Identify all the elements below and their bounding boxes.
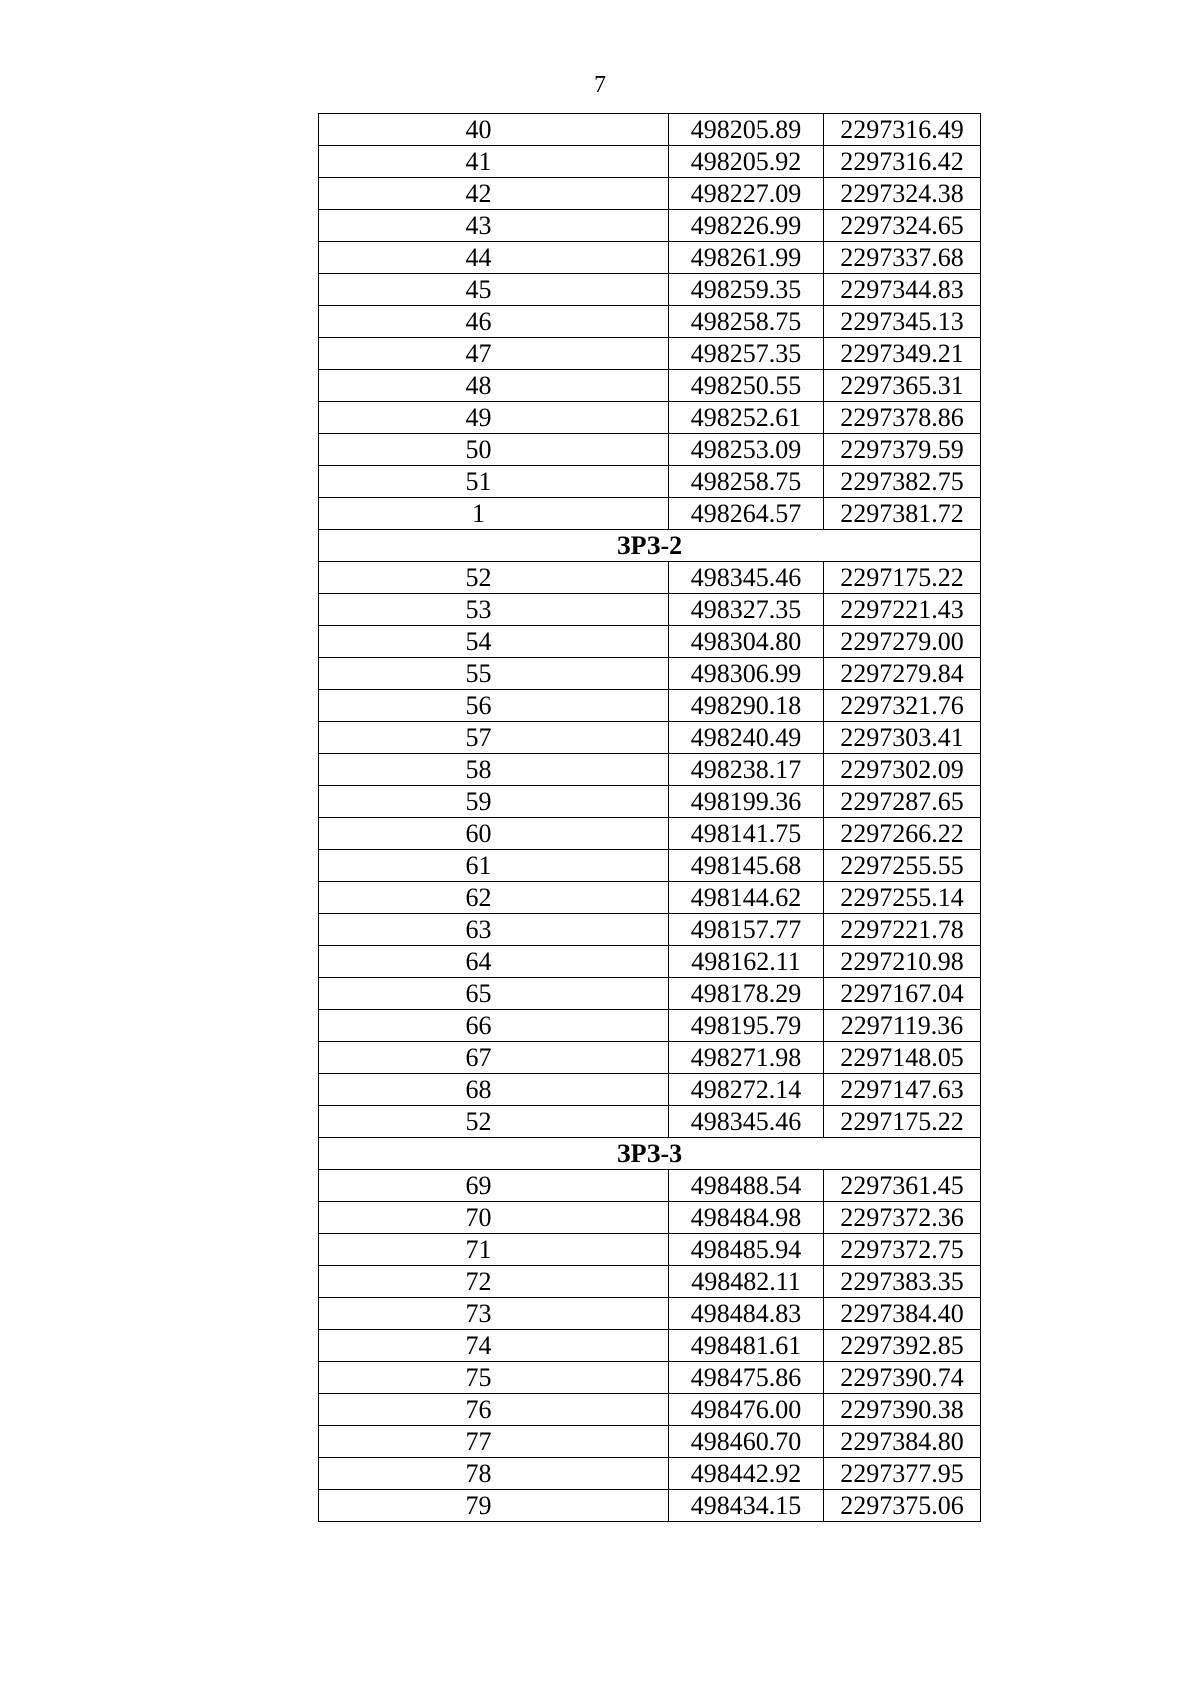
x-coordinate-cell: 498488.54 — [669, 1170, 824, 1202]
table-row — [319, 978, 981, 1010]
table-row — [319, 882, 981, 914]
x-coordinate-cell: 498271.98 — [669, 1042, 824, 1074]
table-row — [319, 1266, 981, 1298]
y-coordinate-cell: 2297377.95 — [824, 1458, 981, 1490]
table-row — [319, 562, 981, 594]
y-coordinate-cell: 2297383.35 — [824, 1266, 981, 1298]
page-number: 7 — [594, 72, 606, 98]
x-coordinate-cell: 498199.36 — [669, 786, 824, 818]
table-row — [319, 370, 981, 402]
table-row — [319, 210, 981, 242]
point-number-cell: 44 — [319, 242, 669, 274]
y-coordinate-cell: 2297119.36 — [824, 1010, 981, 1042]
x-coordinate-cell: 498476.00 — [669, 1394, 824, 1426]
x-coordinate-cell: 498484.83 — [669, 1298, 824, 1330]
point-number-cell: 41 — [319, 146, 669, 178]
y-coordinate-cell: 2297324.65 — [824, 210, 981, 242]
point-number-cell: 54 — [319, 626, 669, 658]
y-coordinate-cell: 2297390.74 — [824, 1362, 981, 1394]
point-number-cell: 53 — [319, 594, 669, 626]
y-coordinate-cell: 2297303.41 — [824, 722, 981, 754]
table-row — [319, 722, 981, 754]
y-coordinate-cell: 2297384.40 — [824, 1298, 981, 1330]
y-coordinate-cell: 2297266.22 — [824, 818, 981, 850]
table-row — [319, 1202, 981, 1234]
y-coordinate-cell: 2297344.83 — [824, 274, 981, 306]
x-coordinate-cell: 498157.77 — [669, 914, 824, 946]
point-number-cell: 60 — [319, 818, 669, 850]
table-row — [319, 850, 981, 882]
point-number-cell: 66 — [319, 1010, 669, 1042]
coordinates-table — [318, 113, 981, 1522]
y-coordinate-cell: 2297255.14 — [824, 882, 981, 914]
point-number-cell: 74 — [319, 1330, 669, 1362]
y-coordinate-cell: 2297279.00 — [824, 626, 981, 658]
y-coordinate-cell: 2297167.04 — [824, 978, 981, 1010]
table-row — [319, 754, 981, 786]
point-number-cell: 69 — [319, 1170, 669, 1202]
point-number-cell: 67 — [319, 1042, 669, 1074]
x-coordinate-cell: 498481.61 — [669, 1330, 824, 1362]
x-coordinate-cell: 498345.46 — [669, 562, 824, 594]
table-row — [319, 1170, 981, 1202]
point-number-cell: 63 — [319, 914, 669, 946]
point-number-cell: 55 — [319, 658, 669, 690]
y-coordinate-cell: 2297337.68 — [824, 242, 981, 274]
table-row — [319, 1362, 981, 1394]
table-row — [319, 146, 981, 178]
y-coordinate-cell: 2297287.65 — [824, 786, 981, 818]
section-label: ЗРЗ-2 — [319, 530, 981, 562]
point-number-cell: 76 — [319, 1394, 669, 1426]
y-coordinate-cell: 2297210.98 — [824, 946, 981, 978]
x-coordinate-cell: 498306.99 — [669, 658, 824, 690]
x-coordinate-cell: 498257.35 — [669, 338, 824, 370]
x-coordinate-cell: 498259.35 — [669, 274, 824, 306]
point-number-cell: 57 — [319, 722, 669, 754]
y-coordinate-cell: 2297175.22 — [824, 1106, 981, 1138]
point-number-cell: 47 — [319, 338, 669, 370]
x-coordinate-cell: 498252.61 — [669, 402, 824, 434]
point-number-cell: 52 — [319, 562, 669, 594]
table-row — [319, 690, 981, 722]
table-row — [319, 626, 981, 658]
table-row — [319, 1394, 981, 1426]
y-coordinate-cell: 2297375.06 — [824, 1490, 981, 1522]
y-coordinate-cell: 2297392.85 — [824, 1330, 981, 1362]
point-number-cell: 1 — [319, 498, 669, 530]
section-header-row — [319, 1138, 981, 1170]
y-coordinate-cell: 2297147.63 — [824, 1074, 981, 1106]
x-coordinate-cell: 498484.98 — [669, 1202, 824, 1234]
y-coordinate-cell: 2297175.22 — [824, 562, 981, 594]
section-header-row — [319, 530, 981, 562]
y-coordinate-cell: 2297324.38 — [824, 178, 981, 210]
x-coordinate-cell: 498434.15 — [669, 1490, 824, 1522]
x-coordinate-cell: 498205.89 — [669, 114, 824, 146]
table-row — [319, 1042, 981, 1074]
x-coordinate-cell: 498290.18 — [669, 690, 824, 722]
y-coordinate-cell: 2297384.80 — [824, 1426, 981, 1458]
table-row — [319, 1106, 981, 1138]
y-coordinate-cell: 2297148.05 — [824, 1042, 981, 1074]
section-label: ЗРЗ-3 — [319, 1138, 981, 1170]
point-number-cell: 68 — [319, 1074, 669, 1106]
x-coordinate-cell: 498304.80 — [669, 626, 824, 658]
y-coordinate-cell: 2297279.84 — [824, 658, 981, 690]
x-coordinate-cell: 498178.29 — [669, 978, 824, 1010]
x-coordinate-cell: 498162.11 — [669, 946, 824, 978]
x-coordinate-cell: 498482.11 — [669, 1266, 824, 1298]
x-coordinate-cell: 498141.75 — [669, 818, 824, 850]
table-row — [319, 338, 981, 370]
x-coordinate-cell: 498258.75 — [669, 306, 824, 338]
y-coordinate-cell: 2297321.76 — [824, 690, 981, 722]
point-number-cell: 58 — [319, 754, 669, 786]
table-row — [319, 786, 981, 818]
y-coordinate-cell: 2297379.59 — [824, 434, 981, 466]
table-row — [319, 1330, 981, 1362]
table-row — [319, 498, 981, 530]
y-coordinate-cell: 2297365.31 — [824, 370, 981, 402]
y-coordinate-cell: 2297221.78 — [824, 914, 981, 946]
point-number-cell: 65 — [319, 978, 669, 1010]
point-number-cell: 56 — [319, 690, 669, 722]
table-row — [319, 114, 981, 146]
point-number-cell: 43 — [319, 210, 669, 242]
y-coordinate-cell: 2297378.86 — [824, 402, 981, 434]
x-coordinate-cell: 498144.62 — [669, 882, 824, 914]
point-number-cell: 72 — [319, 1266, 669, 1298]
y-coordinate-cell: 2297349.21 — [824, 338, 981, 370]
table-row — [319, 1234, 981, 1266]
table-row — [319, 1074, 981, 1106]
table-row — [319, 914, 981, 946]
table-row — [319, 818, 981, 850]
point-number-cell: 71 — [319, 1234, 669, 1266]
point-number-cell: 49 — [319, 402, 669, 434]
table-row — [319, 434, 981, 466]
table-row — [319, 402, 981, 434]
point-number-cell: 75 — [319, 1362, 669, 1394]
point-number-cell: 64 — [319, 946, 669, 978]
point-number-cell: 73 — [319, 1298, 669, 1330]
table-row — [319, 306, 981, 338]
x-coordinate-cell: 498485.94 — [669, 1234, 824, 1266]
point-number-cell: 42 — [319, 178, 669, 210]
y-coordinate-cell: 2297302.09 — [824, 754, 981, 786]
table-row — [319, 594, 981, 626]
table-row — [319, 1426, 981, 1458]
table-row — [319, 178, 981, 210]
y-coordinate-cell: 2297382.75 — [824, 466, 981, 498]
table-row — [319, 242, 981, 274]
x-coordinate-cell: 498261.99 — [669, 242, 824, 274]
point-number-cell: 62 — [319, 882, 669, 914]
x-coordinate-cell: 498272.14 — [669, 1074, 824, 1106]
y-coordinate-cell: 2297221.43 — [824, 594, 981, 626]
x-coordinate-cell: 498442.92 — [669, 1458, 824, 1490]
point-number-cell: 59 — [319, 786, 669, 818]
table-row — [319, 1458, 981, 1490]
x-coordinate-cell: 498238.17 — [669, 754, 824, 786]
x-coordinate-cell: 498145.68 — [669, 850, 824, 882]
point-number-cell: 51 — [319, 466, 669, 498]
x-coordinate-cell: 498460.70 — [669, 1426, 824, 1458]
table-row — [319, 466, 981, 498]
x-coordinate-cell: 498253.09 — [669, 434, 824, 466]
y-coordinate-cell: 2297372.75 — [824, 1234, 981, 1266]
x-coordinate-cell: 498226.99 — [669, 210, 824, 242]
x-coordinate-cell: 498195.79 — [669, 1010, 824, 1042]
y-coordinate-cell: 2297345.13 — [824, 306, 981, 338]
x-coordinate-cell: 498475.86 — [669, 1362, 824, 1394]
x-coordinate-cell: 498264.57 — [669, 498, 824, 530]
x-coordinate-cell: 498205.92 — [669, 146, 824, 178]
y-coordinate-cell: 2297316.49 — [824, 114, 981, 146]
table-row — [319, 1010, 981, 1042]
x-coordinate-cell: 498227.09 — [669, 178, 824, 210]
table-row — [319, 274, 981, 306]
point-number-cell: 52 — [319, 1106, 669, 1138]
table-row — [319, 946, 981, 978]
y-coordinate-cell: 2297255.55 — [824, 850, 981, 882]
x-coordinate-cell: 498240.49 — [669, 722, 824, 754]
table-row — [319, 1298, 981, 1330]
point-number-cell: 79 — [319, 1490, 669, 1522]
y-coordinate-cell: 2297361.45 — [824, 1170, 981, 1202]
x-coordinate-cell: 498345.46 — [669, 1106, 824, 1138]
point-number-cell: 48 — [319, 370, 669, 402]
point-number-cell: 50 — [319, 434, 669, 466]
table-row — [319, 658, 981, 690]
table-row — [319, 1490, 981, 1522]
x-coordinate-cell: 498250.55 — [669, 370, 824, 402]
point-number-cell: 40 — [319, 114, 669, 146]
point-number-cell: 61 — [319, 850, 669, 882]
point-number-cell: 45 — [319, 274, 669, 306]
y-coordinate-cell: 2297316.42 — [824, 146, 981, 178]
x-coordinate-cell: 498327.35 — [669, 594, 824, 626]
point-number-cell: 77 — [319, 1426, 669, 1458]
coordinates-table-body — [319, 114, 981, 1522]
y-coordinate-cell: 2297390.38 — [824, 1394, 981, 1426]
y-coordinate-cell: 2297381.72 — [824, 498, 981, 530]
y-coordinate-cell: 2297372.36 — [824, 1202, 981, 1234]
point-number-cell: 46 — [319, 306, 669, 338]
point-number-cell: 70 — [319, 1202, 669, 1234]
point-number-cell: 78 — [319, 1458, 669, 1490]
x-coordinate-cell: 498258.75 — [669, 466, 824, 498]
